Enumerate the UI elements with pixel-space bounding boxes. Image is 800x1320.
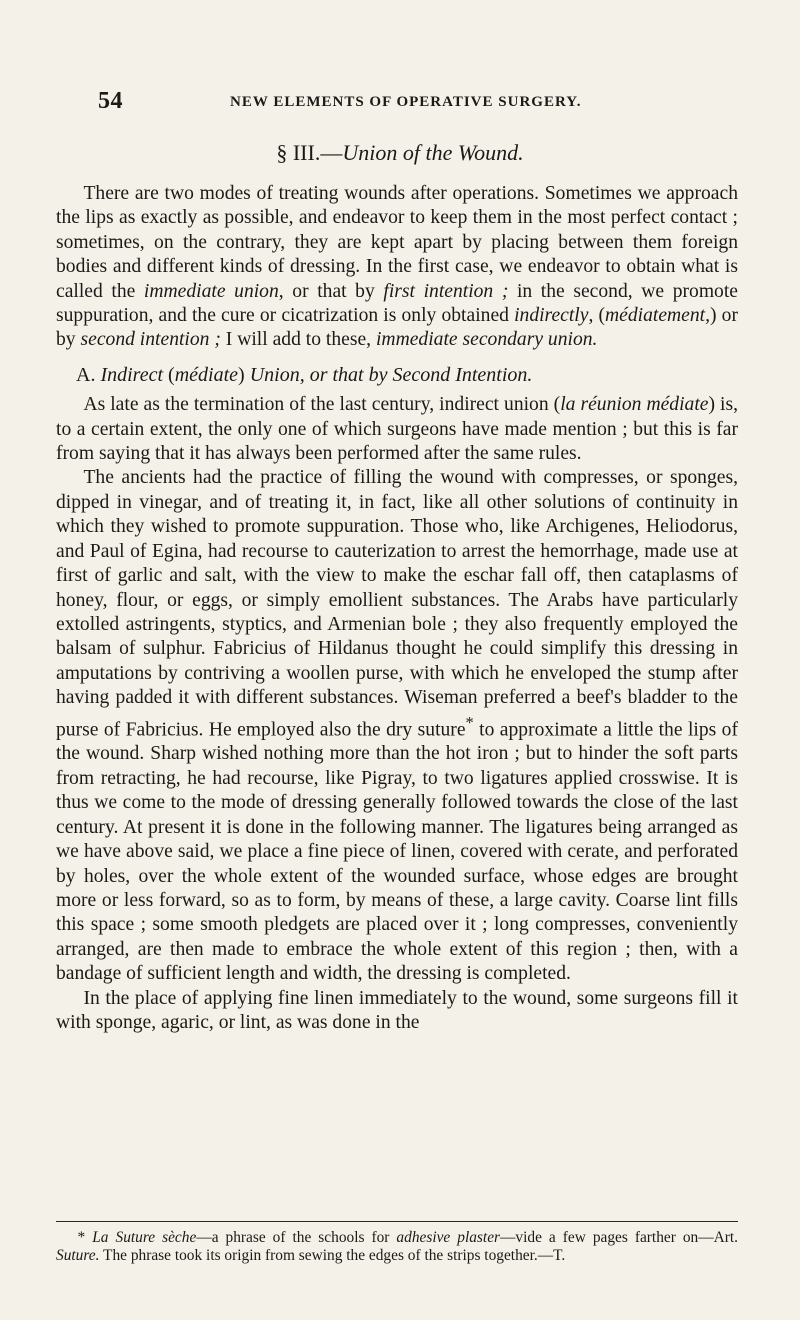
page-number: 54 [98, 88, 123, 114]
subsection-heading: A. Indirect (médiate) Union, or that by Second Intention. [76, 363, 533, 386]
footnote [56, 1229, 738, 1265]
paragraph-modes-of-union: There are two modes of treating wounds after operations. Sometimes we approach the lips as exactly as possible, and endeavor to keep them in the most perfect contact ; sometimes, on the contrary, they are kept apart by placing between them foreign bodies and different kinds of dressing. In the first case, we endeavor to obtain what is called the immediate union, or that by first intention ; in the second, we promote suppuration, and the cure or cicatrization is only obtained indirectly, (médiatement,) or by second intention ; I will add to these, immediate secondary union. [56, 183, 738, 351]
paragraph-fine-linen: In the place of applying fine linen immediately to the wound, some surgeons fill it with sponge, agaric, or lint, as was done in the [56, 987, 738, 1033]
footnote-rule [56, 1221, 738, 1222]
paragraph-history: As late as the termination of the last century, indirect union (la réunion médiate) is, to a certain extent, the only one of which surgeons have made mention ; but this is far from saying that it has always been performed after the same rules. [56, 394, 739, 465]
section-title: Union of the Wound. [342, 140, 524, 165]
footnote-text: * La Suture sèche—a phrase of the schools for adhesive plaster—vide a few pages farther on—Art. Suture. The phrase took its origin from sewing the edges of the strips together.—T. [56, 1229, 739, 1264]
section-mark: § III.— [276, 140, 343, 165]
running-head [98, 88, 758, 112]
running-title: NEW ELEMENTS OF OPERATIVE SURGERY. [230, 94, 582, 110]
body-text [56, 182, 738, 1035]
section-heading [0, 140, 800, 166]
footnote-marker: * [465, 712, 474, 732]
paragraph-ancients: The ancients had the practice of filling the wound with compresses, or sponges, dipped in vinegar, and of treating it, in fact, like all other solutions of continuity in which they wished to promote suppuration. Those who, like Archigenes, Heliodorus, and Paul of Egina, had recourse to cauterization to arrest the hemorrhage, made use at first of garlic and salt, with the view to make the eschar fall off, then cataplasms of honey, flour, or eggs, or simply emollient substances. The Arabs have particularly extolled astringents, styptics, and Armenian bole ; they also frequently employed the balsam of sulphur. Fabricius of Hildanus thought he could simplify this dressing in amputations by contriving a woollen purse, with which he enveloped the stump after having padded it with different substances. Wiseman preferred a beef's bladder to the purse of Fabricius. He employed also the dry suture* to approximate a little the lips of the wound. Sharp wished nothing more than the hot iron ; but to hinder the soft parts from retracting, he had recourse, like Pigray, to two ligatures applied crosswise. It is thus we come to the mode of dressing generally followed towards the close of the last century. At present it is done in the following manner. The ligatures being arranged as we have above said, we place a fine piece of linen, covered with cerate, and perforated by holes, over the whole extent of the wounded surface, whose edges are brought more or less forward, so as to form, by means of these, a large cavity. Coarse lint fills this space ; some smooth pledgets are placed over it ; long compresses, conveniently arranged, are then made to embrace the whole extent of this region ; then, with a bandage of sufficient length and width, the dressing is completed. [56, 467, 738, 985]
